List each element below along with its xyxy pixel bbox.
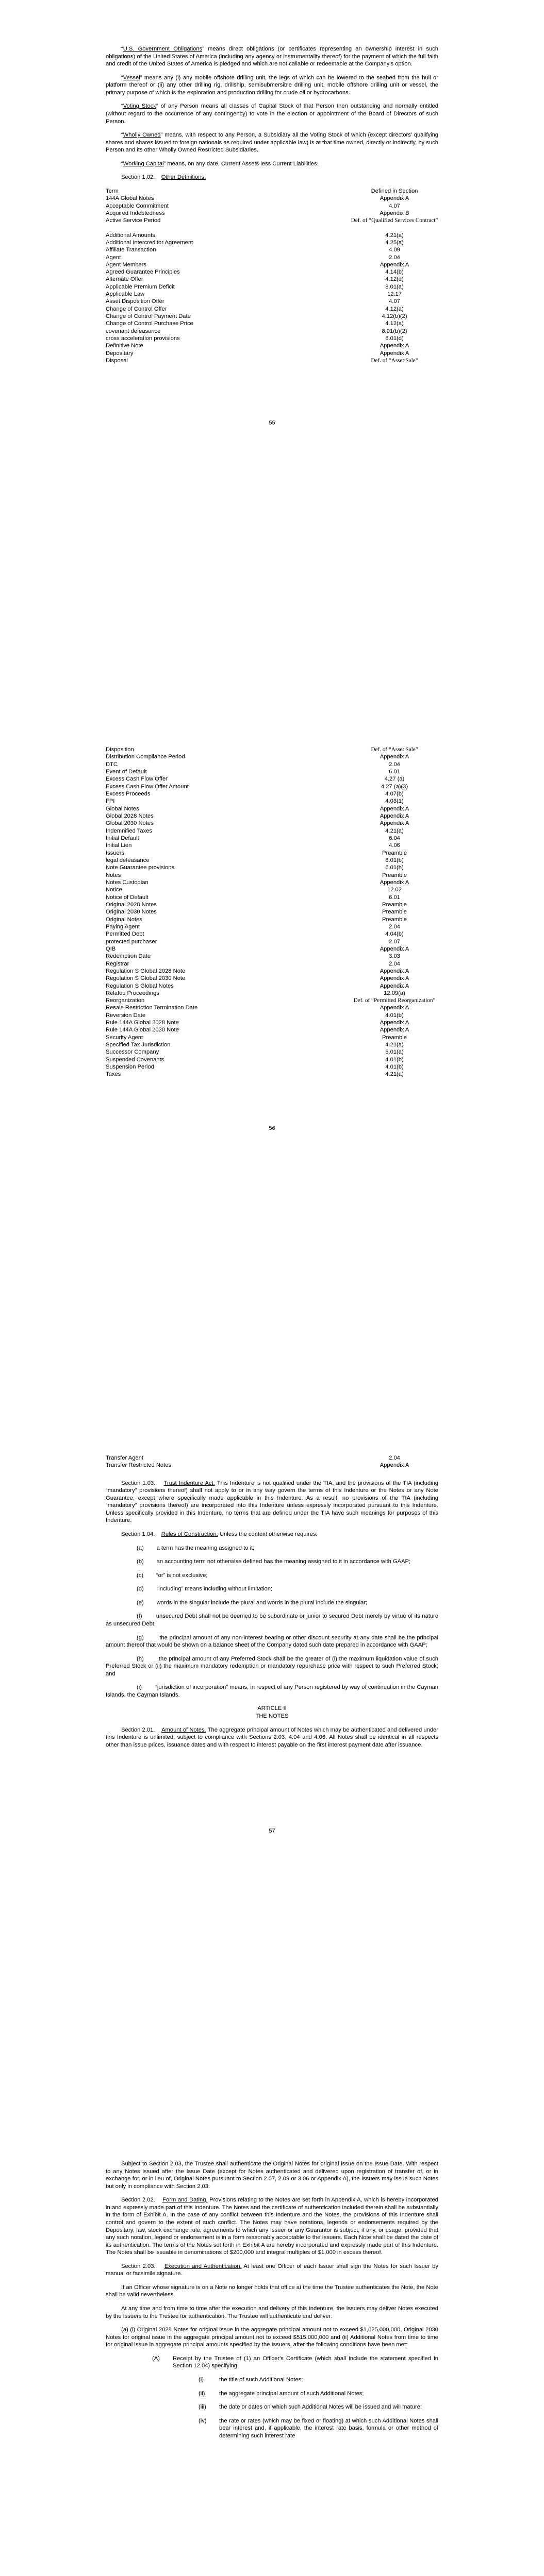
term-cell: Asset Disposition Offer — [106, 298, 164, 305]
section-2-02: Section 2.02. Form and Dating. Provisions relating to the Notes are set forth in Appendix A, which is hereby incorporated in and expressly made part of this Indenture. The Notes and the certificate of authentication included therein shall be substantially in the form of Exhibit A. In the case of any conflict between this Indenture and the Notes, the provisions of this Indenture shall control and govern to the extent of such conflict. The Notes may have notations, legends or endorsements required by the Depositary, law, stock exchange rule, agreements to which any Issuer or any Guarantor is subject, if any, or usage, provided that any such notation, legend or endorsement is in a form reasonably acceptable to the Issuers. Each Note shall be dated the date of its authentication. The terms of the Notes set forth in Exhibit A are hereby incorporated and expressly made part of this Indenture. The Notes shall be issuable in denominations of $200,000 and integral multiples of $1,000 in excess thereof. — [106, 2197, 438, 2256]
item-label: (i) — [137, 1684, 142, 1691]
definition-row — [106, 1048, 438, 1056]
definition-row — [106, 1462, 438, 1469]
section-cell: 8.01(b)(2) — [382, 328, 407, 334]
section-cell: Appendix A — [380, 975, 409, 982]
definitions-table-part-b — [106, 232, 438, 365]
section-cell: 4.07(b) — [385, 790, 404, 797]
item-label: (g) — [137, 1634, 144, 1641]
item-text: “or” is not exclusive; — [156, 1572, 208, 1579]
definition-row — [106, 953, 438, 960]
section-cell: 4.01(b) — [385, 1064, 404, 1071]
item-text: the principal amount of any Preferred Stock shall be the greater of (i) the maximum liquidation value of such Preferred Stock or (ii) the maximum mandatory redemption or mandatory repurchase price with respect to such Preferred Stock; and — [106, 1655, 438, 1677]
term-cell: Additional Amounts — [106, 232, 155, 239]
term-cell: Notes Custodian — [106, 879, 149, 886]
term-cell: Affiliate Transaction — [106, 247, 156, 253]
term-cell: Excess Proceeds — [106, 790, 151, 797]
definition-row — [106, 857, 438, 864]
definition-row — [106, 1454, 438, 1462]
section-cell: Appendix A — [380, 1462, 409, 1469]
officer-signature-paragraph: If an Officer whose signature is on a Note no longer holds that office at the time the Trustee authenticates the Note, the Note shall be valid nevertheless. — [106, 2284, 438, 2298]
term-cell: Original 2030 Notes — [106, 909, 157, 916]
section-cell: 2.04 — [389, 254, 400, 261]
item-label: (b) — [137, 1558, 144, 1565]
section-cell: Appendix A — [380, 982, 409, 989]
construction-rule-item — [106, 1599, 438, 1607]
construction-rule-item — [106, 1613, 438, 1628]
page-55-content — [106, 45, 438, 364]
definition-wholly-owned: “Wholly Owned” means, with respect to any Person, a Subsidiary all the Voting Stock of which (except directors' qualifying shares and shares issued to foreign nationals as required under applicable law) is at that time owned, directly or indirectly, by such Person and its other Wholly Owned Restricted Subsidiaries. — [106, 132, 439, 154]
definition-row — [106, 761, 438, 768]
term-cell: Change of Control Purchase Price — [106, 320, 193, 327]
section-cell: 6.04 — [389, 835, 400, 841]
item-text: an accounting term not otherwise defined has the meaning assigned to it in accordance with GAAP; — [156, 1558, 411, 1565]
item-text: “including” means including without limitation; — [156, 1586, 273, 1592]
section-cell: 4.12(b)(2) — [382, 313, 407, 320]
definition-row — [106, 320, 438, 327]
definition-row — [106, 254, 438, 261]
term-cell: Issuers — [106, 850, 125, 856]
term-cell: Global 2030 Notes — [106, 820, 154, 827]
authentication-paragraph: Subject to Section 2.03, the Trustee shall authenticate the Original Notes for original issue on the Issue Date. With respect to any Notes issued after the Issue Date (except for Notes authenticated and delivered upon registration of transfer of, or in exchange for, or in lieu of, Original Notes pursuant to Section 2.07, 2.09 or 3.06 or Appendix A), the Issuers may issue such Notes but only in compliance with Section 2.03. — [106, 2161, 438, 2190]
page-number: 55 — [269, 420, 275, 426]
section-1-02-heading: Section 1.02. Other Definitions. — [121, 174, 206, 181]
term-cell: Permitted Debt — [106, 931, 144, 938]
section-cell: 4.09 — [389, 247, 400, 253]
definition-row — [106, 908, 438, 916]
definition-row — [106, 291, 438, 298]
term-cell: Additional Intercreditor Agreement — [106, 239, 193, 246]
section-cell: Appendix A — [380, 343, 409, 349]
section-cell: 4.27 (a) — [384, 776, 405, 783]
section-cell: 4.01(b) — [385, 1012, 404, 1019]
definition-row — [106, 864, 438, 871]
section-cell: 4.01(b) — [385, 1056, 404, 1063]
definition-working-capital: “Working Capital” means, on any date, Current Assets less Current Liabilities. — [121, 160, 319, 167]
section-cell: 2.04 — [389, 923, 400, 930]
section-cell: Appendix A — [380, 820, 409, 827]
sub-item — [199, 2376, 438, 2384]
term-cell: Rule 144A Global 2028 Note — [106, 1020, 179, 1026]
term-cell: Disposition — [106, 747, 134, 753]
definition-row — [106, 350, 438, 357]
sub-item-label: (i) — [199, 2376, 204, 2383]
term-cell: Suspension Period — [106, 1064, 154, 1071]
clause-A-subitems — [106, 2376, 438, 2439]
article-heading: ARTICLE II — [257, 1705, 287, 1712]
definition-row — [106, 790, 438, 798]
term-cell: QIB — [106, 945, 116, 952]
term-cell: Regulation S Global 2030 Note — [106, 975, 186, 982]
item-text: a term has the meaning assigned to it; — [156, 1545, 255, 1551]
term-cell: Related Proceedings — [106, 990, 159, 996]
section-2-03: Section 2.03. Execution and Authentication. At least one Officer of each Issuer shall sign the Notes for such Issuer by manual or facsimile signature. — [106, 2263, 438, 2277]
section-cell: 4.03(1) — [385, 798, 404, 805]
sub-item-label: (iii) — [199, 2404, 206, 2411]
term-cell: Acquired Indebtedness — [106, 210, 165, 216]
section-cell: Appendix A — [380, 1005, 409, 1011]
clause-A: (A) Receipt by the Trustee of (1) an Officer's Certificate (which shall include the statement specified in Section 12.04) specifying — [152, 2355, 438, 2369]
section-cell: Appendix A — [380, 195, 409, 202]
section-cell: Appendix A — [380, 812, 409, 819]
section-cell: 3.03 — [389, 953, 400, 960]
term-cell: Alternate Offer — [106, 276, 143, 283]
sub-item — [199, 2390, 438, 2398]
definition-voting-stock: “Voting Stock” of any Person means all classes of Capital Stock of that Person then outstanding and normally entitled (without regard to the occurrence of any contingency) to vote in the election or appointment of the Board of Directors of such Person. — [106, 103, 438, 125]
section-cell: Appendix A — [380, 1020, 409, 1026]
term-cell: Successor Company — [106, 1049, 159, 1056]
term-cell: Global Notes — [106, 805, 139, 812]
column-section-header: Defined in Section — [371, 188, 418, 194]
definition-row — [106, 938, 438, 945]
section-cell: Preamble — [382, 916, 407, 923]
term-cell: Change of Control Offer — [106, 306, 167, 312]
term-cell: Acceptable Commitment — [106, 202, 169, 209]
term-cell: cross acceleration provisions — [106, 335, 180, 342]
definition-row — [106, 960, 438, 968]
section-cell: Appendix A — [380, 350, 409, 357]
definition-row — [106, 930, 438, 938]
term-cell: Redemption Date — [106, 953, 151, 960]
term-cell: Suspended Covenants — [106, 1056, 164, 1063]
definition-row — [106, 261, 438, 268]
construction-rule-item — [106, 1545, 438, 1552]
section-cell: Def. of “Qualified Services Contract” — [351, 217, 438, 224]
definition-row — [106, 276, 438, 283]
section-cell: 5.01(a) — [385, 1049, 404, 1056]
definition-row — [106, 195, 438, 202]
definition-row — [106, 283, 438, 291]
definition-row — [106, 775, 438, 783]
definition-row — [106, 342, 438, 349]
construction-rule-item — [106, 1655, 438, 1678]
section-cell: 6.01(h) — [385, 865, 404, 871]
section-cell: Preamble — [382, 850, 407, 856]
definition-row — [106, 1026, 438, 1033]
section-cell: 4.12(a) — [385, 306, 404, 312]
definition-row — [106, 835, 438, 842]
definition-row — [106, 982, 438, 990]
definition-row — [106, 850, 438, 857]
definition-row — [106, 990, 438, 997]
section-cell: Appendix A — [380, 879, 409, 886]
definition-row — [106, 945, 438, 953]
definition-row — [106, 812, 438, 820]
column-term-header: Term — [106, 188, 119, 194]
item-label: (f) — [137, 1613, 142, 1620]
definition-row — [106, 753, 438, 760]
definition-row — [106, 798, 438, 805]
term-cell: Transfer Agent — [106, 1455, 143, 1461]
section-cell: Def. of “Asset Sale” — [371, 358, 418, 364]
item-text: words in the singular include the plural and words in the plural include the singular; — [156, 1599, 368, 1606]
section-cell: 8.01(a) — [385, 283, 404, 290]
section-2-01: Section 2.01. Amount of Notes. The aggregate principal amount of Notes which may be authenticated and delivered under this Indenture is unlimited, subject to compliance with Sections 2.03, 4.04 and 4.06. All Notes shall be identical in all respects other than issue prices, issuance dates and with respect to interest payable on the first interest payment date after issuance. — [106, 1726, 438, 1748]
definition-row — [106, 313, 438, 320]
sub-item-text: the rate or rates (which may be fixed or floating) at which such Additional Notes shall bear interest and, if applicable, the interest rate basis, formula or other method of determining such interest rate — [219, 2417, 438, 2439]
item-label: (e) — [137, 1599, 144, 1606]
term-cell: Notice of Default — [106, 894, 149, 901]
section-cell: Def. of “Asset Sale” — [371, 747, 418, 753]
section-cell: 12.09(a) — [384, 990, 405, 996]
definition-row — [106, 268, 438, 276]
section-cell: 2.04 — [389, 960, 400, 967]
section-cell: 4.14(b) — [385, 269, 404, 276]
construction-rule-item — [106, 1684, 438, 1699]
delivery-paragraph: At any time and from time to time after the execution and delivery of this Indenture, the Issuers may deliver Notes executed by the Issuers to the Trustee for authentication. The Trustee will authenticate and deliver: — [106, 2306, 438, 2319]
article-title: THE NOTES — [255, 1713, 289, 1720]
page-58-content — [106, 2160, 438, 2446]
definition-row — [106, 1041, 438, 1048]
definition-row — [106, 1063, 438, 1071]
section-cell: Appendix A — [380, 261, 409, 268]
term-cell: Paying Agent — [106, 923, 140, 930]
definition-row — [106, 805, 438, 812]
construction-rule-item — [106, 1572, 438, 1580]
term-cell: Reversion Date — [106, 1012, 146, 1019]
definition-row — [106, 298, 438, 305]
section-cell: Appendix A — [380, 945, 409, 952]
section-cell: 6.01 — [389, 768, 400, 775]
term-cell: Transfer Restricted Notes — [106, 1462, 172, 1469]
definition-row — [106, 968, 438, 975]
page-number: 56 — [269, 1125, 275, 1131]
sub-item — [199, 2417, 438, 2440]
term-cell: Indemnified Taxes — [106, 827, 152, 834]
definition-row — [106, 217, 438, 224]
term-cell: Taxes — [106, 1071, 121, 1078]
definition-row — [106, 879, 438, 886]
item-text: “jurisdiction of incorporation” means, in respect of any Person registered by way of continuation in the Cayman Islands, the Cayman Islands. — [106, 1684, 439, 1698]
term-cell: protected purchaser — [106, 938, 157, 945]
term-cell: Original 2028 Notes — [106, 901, 157, 908]
term-cell: Agent — [106, 254, 121, 261]
section-cell: 4.21(a) — [385, 232, 404, 239]
term-cell: Definitive Note — [106, 343, 143, 349]
section-cell: 12.02 — [387, 887, 402, 893]
definition-row — [106, 886, 438, 893]
section-cell: 4.21(a) — [385, 827, 404, 834]
term-cell: 144A Global Notes — [106, 195, 154, 202]
definition-row — [106, 975, 438, 982]
definition-row — [106, 872, 438, 879]
section-cell: 2.04 — [389, 1455, 400, 1461]
definition-row — [106, 1004, 438, 1011]
definition-row — [106, 306, 438, 313]
section-cell: 4.04(b) — [385, 931, 404, 938]
definitions-table-part-a — [106, 195, 438, 224]
sub-item — [199, 2403, 438, 2411]
page-57-content — [106, 1454, 438, 1749]
sub-item-text: the aggregate principal amount of such Additional Notes; — [219, 2390, 364, 2397]
section-cell: Appendix A — [380, 754, 409, 760]
term-cell: DTC — [106, 761, 118, 768]
definition-row — [106, 768, 438, 775]
definition-row — [106, 1034, 438, 1041]
definition-row — [106, 202, 438, 210]
definition-row — [106, 328, 438, 335]
term-cell: Agreed Guarantee Principles — [106, 269, 180, 276]
term-cell: Regulation S Global Notes — [106, 982, 174, 989]
definition-row — [106, 1019, 438, 1026]
term-cell: Regulation S Global 2028 Note — [106, 968, 186, 974]
definitions-table-continued — [106, 746, 438, 1078]
section-1-03: Section 1.03. Trust Indenture Act. This Indenture is not qualified under the TIA, and the provisions of the TIA (including “mandatory” provisions thereof) shall not apply to or in any way govern the terms of this Indenture or the Notes or any Note Guarantee, except where specifically made applicable in this Indenture. As a result, no provisions of the TIA (including “mandatory” provisions thereof) are incorporated into this Indenture unless expressly incorporated pursuant to this Indenture. Unless specifically provided in this Indenture, no terms that are defined under the TIA have such meanings for purposes of this Indenture. — [106, 1480, 439, 1524]
definition-row — [106, 923, 438, 930]
item-label: (d) — [137, 1586, 144, 1592]
section-cell: Appendix A — [380, 805, 409, 812]
sub-item-text: the date or dates on which such Additional Notes will be issued and will mature; — [219, 2404, 422, 2411]
definition-row — [106, 246, 438, 253]
construction-rule-item — [106, 1558, 438, 1566]
definition-row — [106, 997, 438, 1004]
term-cell: covenant defeasance — [106, 328, 161, 334]
section-cell: 6.01 — [389, 894, 400, 901]
term-cell: FPI — [106, 798, 115, 805]
term-cell: Active Service Period — [106, 217, 161, 224]
section-cell: 4.12(a) — [385, 320, 404, 327]
section-cell: 4.06 — [389, 842, 400, 849]
definition-row — [106, 239, 438, 246]
definition-row — [106, 1012, 438, 1019]
definitions-table-header — [106, 188, 438, 195]
definition-row — [106, 357, 438, 364]
section-cell: 4.27 (a)(3) — [381, 783, 408, 790]
definition-row — [106, 746, 438, 753]
term-cell: Original Notes — [106, 916, 142, 923]
section-cell: Preamble — [382, 909, 407, 916]
definition-row — [106, 783, 438, 790]
page-56-content — [106, 746, 438, 1078]
term-cell: Initial Lien — [106, 842, 132, 849]
term-cell: Reorganization — [106, 997, 145, 1004]
term-cell: Notice — [106, 887, 122, 893]
section-cell: Preamble — [382, 872, 407, 878]
section-cell: Preamble — [382, 901, 407, 908]
term-cell: Disposal — [106, 358, 128, 364]
item-text: unsecured Debt shall not be deemed to be subordinate or junior to secured Debt merely by virtue of its nature as unsecured Debt; — [106, 1613, 438, 1627]
section-cell: Appendix B — [380, 210, 409, 216]
term-cell: Event of Default — [106, 768, 147, 775]
term-cell: legal defeasance — [106, 857, 150, 863]
term-cell: Excess Cash Flow Offer — [106, 776, 168, 783]
section-cell: 4.12(d) — [385, 276, 404, 283]
term-cell: Depositary — [106, 350, 134, 357]
sub-item-label: (iv) — [199, 2417, 207, 2424]
term-cell: Applicable Premium Deficit — [106, 283, 175, 290]
definition-row — [106, 842, 438, 849]
term-cell: Note Guarantee provisions — [106, 865, 175, 871]
section-cell: 4.07 — [389, 298, 400, 305]
definition-row — [106, 916, 438, 923]
section-cell: 2.04 — [389, 761, 400, 768]
item-label: (a) — [137, 1545, 144, 1551]
section-cell: 4.07 — [389, 202, 400, 209]
construction-rules-list — [106, 1545, 438, 1699]
term-cell: Agent Members — [106, 261, 146, 268]
term-cell: Specified Tax Jurisdiction — [106, 1042, 171, 1048]
definition-row — [106, 827, 438, 835]
section-cell: 12.17 — [387, 291, 402, 298]
definition-row — [106, 232, 438, 239]
term-cell: Notes — [106, 872, 121, 878]
definition-row — [106, 335, 438, 342]
item-label: (c) — [137, 1572, 144, 1579]
section-cell: 4.21(a) — [385, 1071, 404, 1078]
term-cell: Global 2028 Notes — [106, 812, 154, 819]
section-cell: Def. of “Permitted Reorganization” — [353, 997, 436, 1004]
construction-rule-item — [106, 1634, 438, 1649]
term-cell: Distribution Compliance Period — [106, 754, 185, 760]
term-cell: Registrar — [106, 960, 129, 967]
term-cell: Rule 144A Global 2030 Note — [106, 1027, 179, 1033]
sub-item-text: the title of such Additional Notes; — [219, 2376, 303, 2383]
term-cell: Applicable Law — [106, 291, 145, 298]
section-1-04: Section 1.04. Rules of Construction. Unless the context otherwise requires: — [121, 1531, 318, 1538]
section-cell: 6.01(d) — [385, 335, 404, 342]
definition-vessel: “Vessel” means any (i) any mobile offshore drilling unit, the legs of which can be lowered to the seabed from the hull or platform thereof or (ii) any other drilling rig, drillship, semisubmersible drilling unit, mobile offshore drilling unit or vessel, the primary purpose of which is the exploration and production drilling for crude oil or hydrocarbons. — [106, 74, 438, 96]
section-cell: Appendix A — [380, 968, 409, 974]
construction-rule-item — [106, 1585, 438, 1593]
term-cell: Resale Restriction Termination Date — [106, 1005, 198, 1011]
item-label: (h) — [137, 1655, 144, 1662]
section-cell: Preamble — [382, 1034, 407, 1041]
section-cell: 2.07 — [389, 938, 400, 945]
definition-row — [106, 820, 438, 827]
term-cell: Change of Control Payment Date — [106, 313, 191, 320]
clause-a: (a) (i) Original 2028 Notes for original issue in the aggregate principal amount not to exceed $1,025,000,000, Original 2030 Notes for original issue in the aggregate principal amount not to exceed $515,000,000 and (ii) Additional Notes from time to time for original issue in aggregate principal amounts specified by the Issuers, after the following conditions have been met: — [106, 2327, 438, 2348]
term-cell: Security Agent — [106, 1034, 143, 1041]
definition-row — [106, 210, 438, 217]
sub-item-label: (ii) — [199, 2390, 205, 2397]
definitions-table-end — [106, 1454, 438, 1469]
term-cell: Excess Cash Flow Offer Amount — [106, 783, 189, 790]
definition-row — [106, 894, 438, 901]
definition-row — [106, 1056, 438, 1063]
page-number: 57 — [269, 1828, 275, 1834]
section-cell: 4.21(a) — [385, 1042, 404, 1048]
definition-row — [106, 901, 438, 908]
section-cell: Appendix A — [380, 1027, 409, 1033]
section-cell: 8.01(b) — [385, 857, 404, 863]
definition-row — [106, 1071, 438, 1078]
section-cell: 4.25(a) — [385, 239, 404, 246]
term-cell: Initial Default — [106, 835, 139, 841]
item-text: the principal amount of any non-interest bearing or other discount security at any date shall be the principal amount thereof that would be shown on a balance sheet of the Company dated such date prepared in accordance with GAAP; — [106, 1634, 438, 1649]
definition-us-gov-obligations: “U.S. Government Obligations” means direct obligations (or certificates representing an ownership interest in such obligations) of the United States of America (including any agency or instrumentality thereof) for the payment of which the full faith and credit of the United States of America is pledged and which are not callable or redeemable at the Company's option. — [106, 46, 438, 67]
